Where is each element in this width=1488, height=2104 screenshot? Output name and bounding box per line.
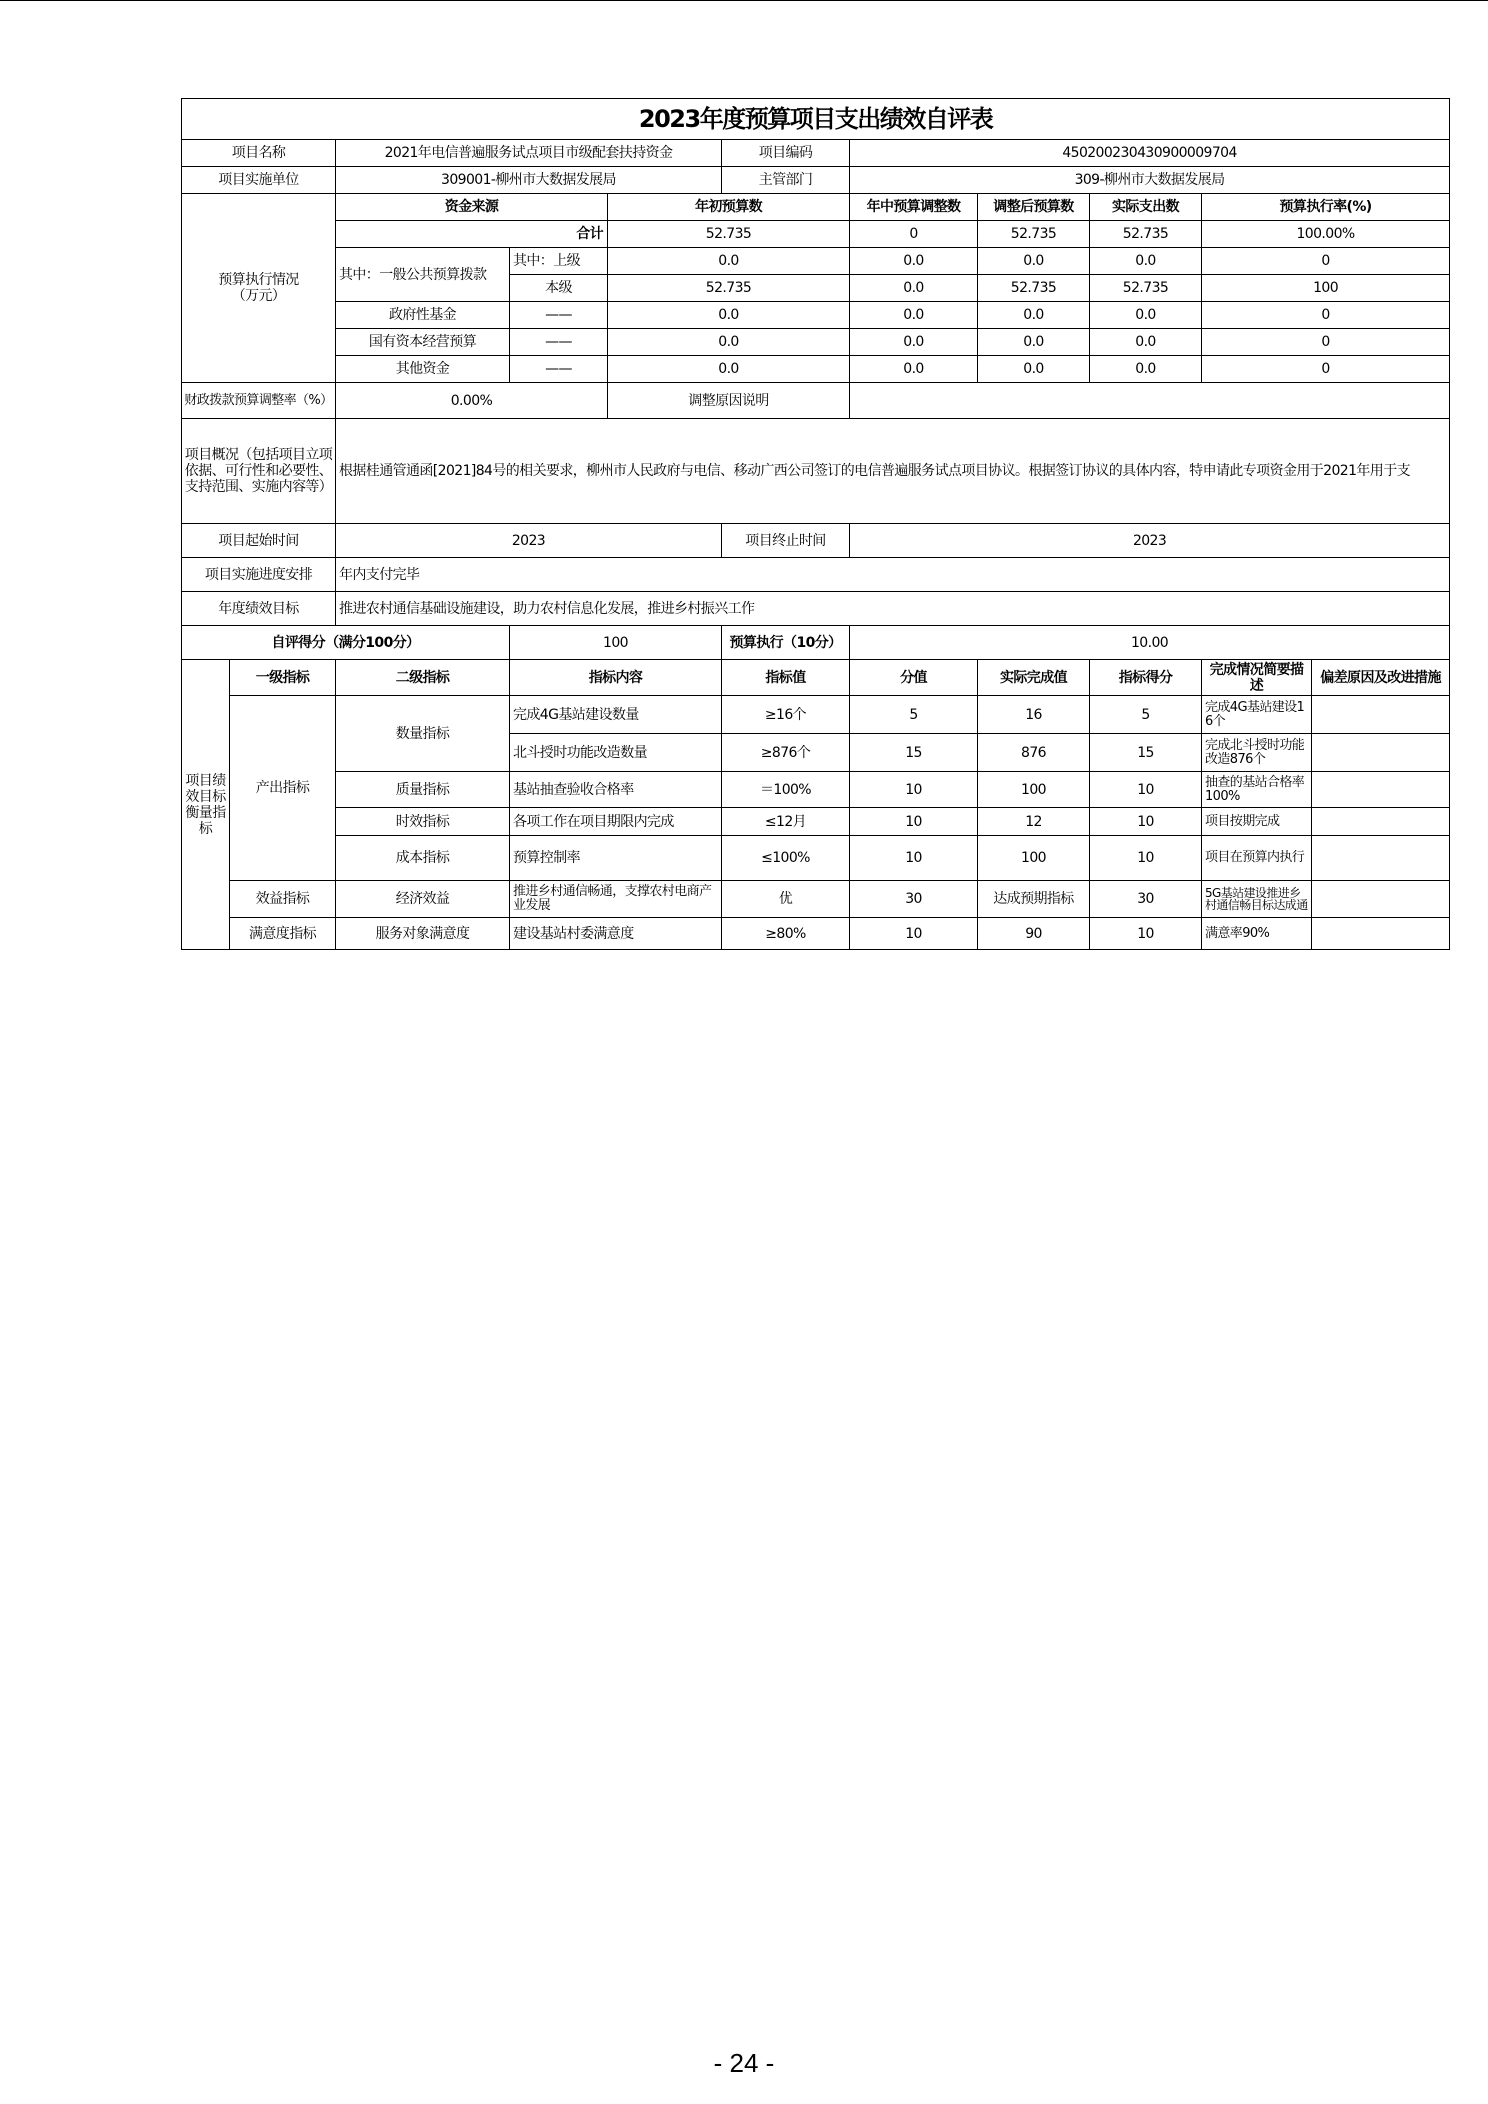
ind-row-deviation: [1312, 734, 1450, 772]
budget-state-initial: 0.0: [608, 329, 850, 356]
ind-row-deviation: [1312, 881, 1450, 918]
ind-row-deviation: [1312, 918, 1450, 950]
ind-row-target: ≤12月: [722, 808, 850, 836]
ind-row-target: ≥80%: [722, 918, 850, 950]
ind-row-target: ≥16个: [722, 696, 850, 734]
budget-local-rate: 100: [1202, 275, 1450, 302]
performance-self-evaluation-table: [181, 98, 1450, 950]
ind-row-desc: 完成北斗授时功能改造876个: [1202, 734, 1312, 772]
budget-upper-initial: 0.0: [608, 248, 850, 275]
budget-state-dash: ——: [510, 329, 608, 356]
ind-header-deviation: 偏差原因及改进措施: [1312, 660, 1450, 696]
ind-header-points: 分值: [850, 660, 978, 696]
budget-total-rate: 100.00%: [1202, 221, 1450, 248]
ind-row-level2: 成本指标: [336, 836, 510, 881]
budget-other-adjust: 0.0: [850, 356, 978, 383]
end-time-value: 2023: [850, 524, 1450, 558]
ind-row-score: 10: [1090, 772, 1202, 808]
ind-row-desc: 满意率90%: [1202, 918, 1312, 950]
budget-state-adjust: 0.0: [850, 329, 978, 356]
annual-goal-value: 推进农村通信基础设施建设，助力农村信息化发展，推进乡村振兴工作: [336, 592, 1450, 626]
ind-header-target: 指标值: [722, 660, 850, 696]
budget-other-adjusted: 0.0: [978, 356, 1090, 383]
ind-row-score: 10: [1090, 836, 1202, 881]
ind-row-desc: 完成4G基站建设16个: [1202, 696, 1312, 734]
budget-fund-initial: 0.0: [608, 302, 850, 329]
ind-row-level2: 质量指标: [336, 772, 510, 808]
ind-row-points: 5: [850, 696, 978, 734]
project-name-label: 项目名称: [182, 140, 336, 167]
budget-exec-score-value: 10.00: [850, 626, 1450, 660]
budget-other-dash: ——: [510, 356, 608, 383]
start-time-value: 2023: [336, 524, 722, 558]
ind-row-points: 10: [850, 772, 978, 808]
ind-row-target: ＝100%: [722, 772, 850, 808]
ind-row-actual: 12: [978, 808, 1090, 836]
ind-row-content: 完成4G基站建设数量: [510, 696, 722, 734]
ind-row-score: 10: [1090, 918, 1202, 950]
budget-upper-adjust: 0.0: [850, 248, 978, 275]
ind-output-label: 产出指标: [230, 696, 336, 881]
budget-fund-adjust: 0.0: [850, 302, 978, 329]
budget-upper-adjusted: 0.0: [978, 248, 1090, 275]
ind-row-score: 30: [1090, 881, 1202, 918]
ind-row-content: 北斗授时功能改造数量: [510, 734, 722, 772]
project-name-value: 2021年电信普遍服务试点项目市级配套扶持资金: [336, 140, 722, 167]
end-time-label: 项目终止时间: [722, 524, 850, 558]
adjust-reason-label: 调整原因说明: [608, 383, 850, 419]
budget-other-initial: 0.0: [608, 356, 850, 383]
supervising-dept-label: 主管部门: [722, 167, 850, 194]
ind-row-desc: 项目在预算内执行: [1202, 836, 1312, 881]
ind-row-level2: 经济效益: [336, 881, 510, 918]
budget-total-initial: 52.735: [608, 221, 850, 248]
ind-header-desc: 完成情况简要描述: [1202, 660, 1312, 696]
adjust-rate-value: 0.00%: [336, 383, 608, 419]
ind-header-level1: 一级指标: [230, 660, 336, 696]
ind-row-actual: 90: [978, 918, 1090, 950]
budget-local-actual: 52.735: [1090, 275, 1202, 302]
budget-exec-score-label: 预算执行（10分）: [722, 626, 850, 660]
self-score-value: 100: [510, 626, 722, 660]
budget-section-label: 预算执行情况 （万元）: [182, 194, 336, 383]
budget-local-initial: 52.735: [608, 275, 850, 302]
ind-quantity-label: 数量指标: [336, 696, 510, 772]
ind-row-points: 10: [850, 808, 978, 836]
budget-total-actual: 52.735: [1090, 221, 1202, 248]
ind-row-points: 30: [850, 881, 978, 918]
budget-upper-rate: 0: [1202, 248, 1450, 275]
budget-other-actual: 0.0: [1090, 356, 1202, 383]
budget-fund-adjusted: 0.0: [978, 302, 1090, 329]
budget-state-label: 国有资本经营预算: [336, 329, 510, 356]
progress-value: 年内支付完毕: [336, 558, 1450, 592]
page-number: - 24 -: [713, 2048, 775, 2078]
ind-row-target: ≤100%: [722, 836, 850, 881]
start-time-label: 项目起始时间: [182, 524, 336, 558]
budget-total-adjusted: 52.735: [978, 221, 1090, 248]
budget-fund-dash: ——: [510, 302, 608, 329]
budget-state-rate: 0: [1202, 329, 1450, 356]
adjust-rate-label: 财政拨款预算调整率（%）: [182, 383, 336, 419]
budget-state-actual: 0.0: [1090, 329, 1202, 356]
budget-fund-label: 政府性基金: [336, 302, 510, 329]
ind-row-score: 10: [1090, 808, 1202, 836]
self-score-label: 自评得分（满分100分）: [182, 626, 510, 660]
budget-fund-rate: 0: [1202, 302, 1450, 329]
ind-row-content: 推进乡村通信畅通，支撑农村电商产业发展: [510, 881, 722, 918]
ind-row-level1: 效益指标: [230, 881, 336, 918]
overview-label: 项目概况（包括项目立项依据、可行性和必要性、支持范围、实施内容等）: [182, 419, 336, 524]
ind-row-content: 各项工作在项目期限内完成: [510, 808, 722, 836]
progress-label: 项目实施进度安排: [182, 558, 336, 592]
ind-row-level1: 满意度指标: [230, 918, 336, 950]
ind-header-content: 指标内容: [510, 660, 722, 696]
budget-local-adjust: 0.0: [850, 275, 978, 302]
ind-row-actual: 16: [978, 696, 1090, 734]
ind-row-actual: 876: [978, 734, 1090, 772]
implementing-unit-label: 项目实施单位: [182, 167, 336, 194]
ind-row-desc: 抽查的基站合格率100%: [1202, 772, 1312, 808]
ind-row-deviation: [1312, 772, 1450, 808]
budget-other-label: 其他资金: [336, 356, 510, 383]
ind-row-deviation: [1312, 836, 1450, 881]
ind-row-actual: 达成预期指标: [978, 881, 1090, 918]
project-code-label: 项目编码: [722, 140, 850, 167]
indicator-section-label: 项目绩效目标衡量指标: [182, 660, 230, 950]
ind-row-target: 优: [722, 881, 850, 918]
budget-header-adjusted: 调整后预算数: [978, 194, 1090, 221]
budget-header-source: 资金来源: [336, 194, 608, 221]
ind-row-actual: 100: [978, 836, 1090, 881]
budget-other-rate: 0: [1202, 356, 1450, 383]
ind-row-desc: 5G基站建设推进乡村通信畅目标达成通: [1202, 881, 1312, 918]
adjust-reason-value: [850, 383, 1450, 419]
ind-row-content: 预算控制率: [510, 836, 722, 881]
ind-row-points: 10: [850, 836, 978, 881]
ind-row-content: 建设基站村委满意度: [510, 918, 722, 950]
ind-row-level2: 服务对象满意度: [336, 918, 510, 950]
ind-row-points: 10: [850, 918, 978, 950]
ind-row-deviation: [1312, 808, 1450, 836]
ind-row-score: 5: [1090, 696, 1202, 734]
budget-state-adjusted: 0.0: [978, 329, 1090, 356]
budget-header-adjust: 年中预算调整数: [850, 194, 978, 221]
ind-row-actual: 100: [978, 772, 1090, 808]
ind-row-level2: 时效指标: [336, 808, 510, 836]
ind-row-content: 基站抽查验收合格率: [510, 772, 722, 808]
ind-header-actual: 实际完成值: [978, 660, 1090, 696]
budget-total-label: 合计: [336, 221, 608, 248]
budget-local-adjusted: 52.735: [978, 275, 1090, 302]
overview-value: 根据桂通管通函[2021]84号的相关要求，柳州市人民政府与电信、移动广西公司签订的电信普遍服务试点项目协议。根据签订协议的具体内容，特申请此专项资金用于2021年用于支: [336, 419, 1450, 524]
supervising-dept-value: 309-柳州市大数据发展局: [850, 167, 1450, 194]
budget-local-label: 本级: [510, 275, 608, 302]
ind-row-desc: 项目按期完成: [1202, 808, 1312, 836]
budget-total-adjust: 0: [850, 221, 978, 248]
ind-row-deviation: [1312, 696, 1450, 734]
budget-general-label: 其中：一般公共预算拨款: [336, 248, 510, 302]
project-code-value: 450200230430900009704: [850, 140, 1450, 167]
budget-header-rate: 预算执行率(%): [1202, 194, 1450, 221]
annual-goal-label: 年度绩效目标: [182, 592, 336, 626]
budget-upper-label: 其中：上级: [510, 248, 608, 275]
ind-header-level2: 二级指标: [336, 660, 510, 696]
ind-header-score: 指标得分: [1090, 660, 1202, 696]
budget-upper-actual: 0.0: [1090, 248, 1202, 275]
ind-row-target: ≥876个: [722, 734, 850, 772]
budget-header-initial: 年初预算数: [608, 194, 850, 221]
implementing-unit-value: 309001-柳州市大数据发展局: [336, 167, 722, 194]
budget-fund-actual: 0.0: [1090, 302, 1202, 329]
page-top-border: [0, 0, 1488, 1]
ind-row-points: 15: [850, 734, 978, 772]
ind-row-score: 15: [1090, 734, 1202, 772]
table-title: 2023年度预算项目支出绩效自评表: [182, 99, 1450, 140]
budget-header-actual: 实际支出数: [1090, 194, 1202, 221]
